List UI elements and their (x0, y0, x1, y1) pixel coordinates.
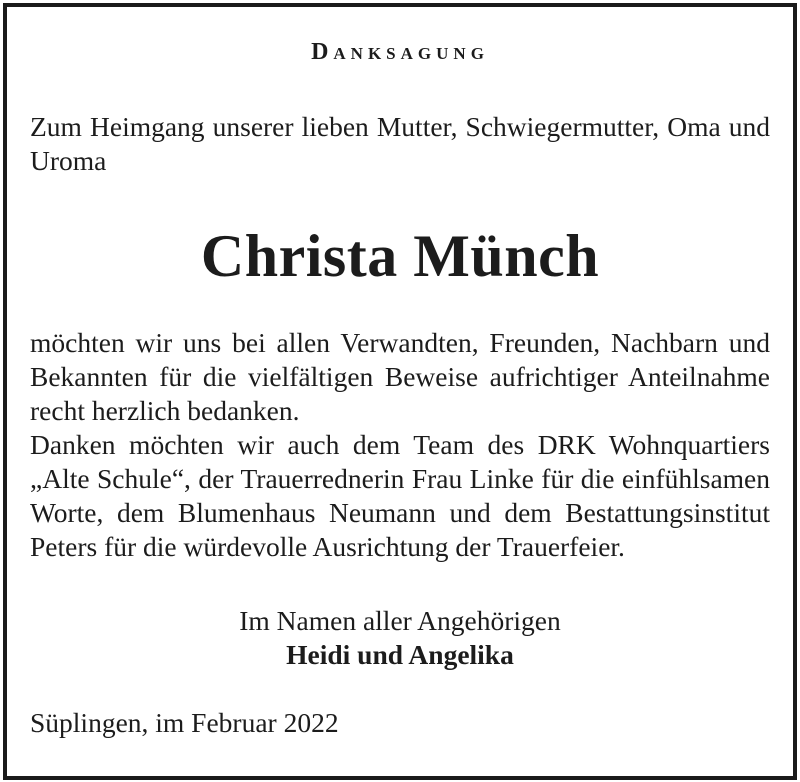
signature-names: Heidi und Angelika (286, 639, 514, 670)
notice-heading: Danksagung (311, 39, 489, 65)
thanks-paragraph-1: möchten wir uns bei allen Verwandten, Freunden, Nachbarn und Bekannten für die vielfältigen Beweise aufrichtiger Anteilnahme recht herzlich bedanken. (30, 327, 770, 426)
intro-text: Zum Heimgang unserer lieben Mutter, Schwiegermutter, Oma und Uroma (30, 111, 770, 176)
place-date: Süplingen, im Februar 2022 (30, 707, 339, 738)
signature-line: Im Namen aller Angehörigen (239, 605, 561, 636)
thanks-paragraph-2: Danken möchten wir auch dem Team des DRK Wohnquartiers „Alte Schule“, der Trauerrednerin Frau Linke für die einfühlsamen Worte, dem Blumenhaus Neumann und dem Bestattungsinstitut Peters für die würdevolle Ausrichtung der Trauerfeier. (30, 429, 770, 562)
deceased-name: Christa Münch (200, 223, 600, 289)
obituary-notice (30, 26, 770, 740)
